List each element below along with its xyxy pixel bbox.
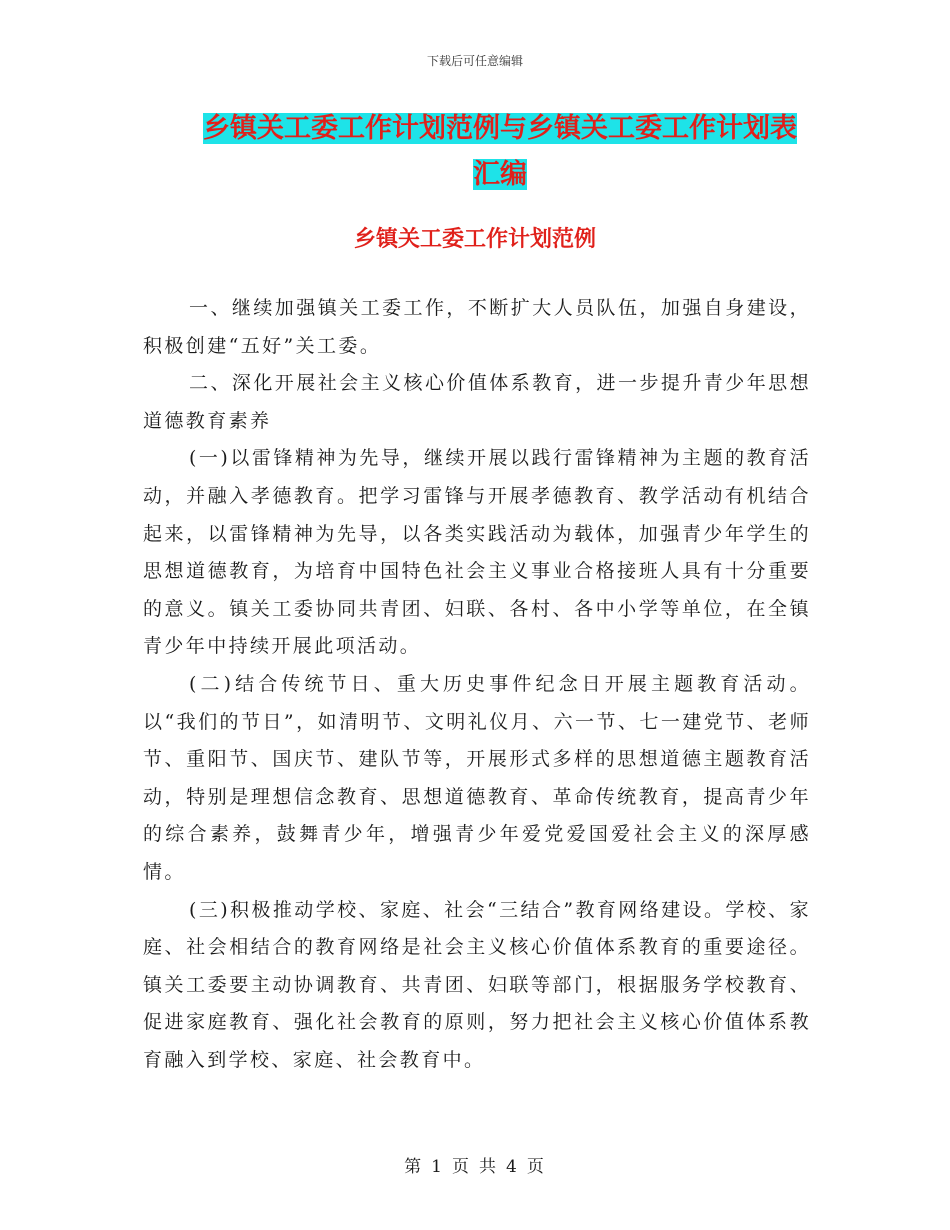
page-number-current: 1 bbox=[431, 1157, 444, 1177]
section-title: 乡镇关工委工作计划范例 bbox=[353, 227, 596, 252]
page-number-total: 4 bbox=[506, 1157, 519, 1177]
paragraph: (三)积极推动学校、家庭、社会“三结合”教育网络建设。学校、家庭、社会相结合的教育网络是社会主义核心价值体系教育的重要途径。镇关工委要主动协调教育、共青团、妇联等部门，根据服务学校教育、促进家庭教育、强化社会教育的原则，努力把社会主义核心价值体系教育融入到学校、家庭、社会教育中。 bbox=[143, 898, 811, 1071]
document-title bbox=[190, 106, 810, 198]
paragraph: (二)结合传统节日、重大历史事件纪念日开展主题教育活动。以“我们的节日”，如清明节、文明礼仪月、六一节、七一建党节、老师节、重阳节、国庆节、建队节等，开展形式多样的思想道德主题教育活动，特别是理想信念教育、思想道德教育、革命传统教育，提高青少年的综合素养，鼓舞青少年，增强青少年爱党爱国爱社会主义的深厚感情。 bbox=[143, 672, 811, 883]
page-label-total-prefix: 共 bbox=[479, 1157, 498, 1177]
page-label-prefix: 第 bbox=[404, 1157, 424, 1177]
page-footer bbox=[0, 1152, 950, 1177]
paragraph: (一)以雷锋精神为先导，继续开展以践行雷锋精神为主题的教育活动，并融入孝德教育。把学习雷锋与开展孝德教育、教学活动有机结合起来，以雷锋精神为先导，以各类实践活动为载体，加强青少年学生的思想道德教育，为培育中国特色社会主义事业合格接班人具有十分重要的意义。镇关工委协同共青团、妇联、各村、各中小学等单位，在全镇青少年中持续开展此项活动。 bbox=[143, 447, 811, 658]
document-body bbox=[143, 290, 811, 1079]
document-title-highlight: 乡镇关工委工作计划范例与乡镇关工委工作计划表汇编 bbox=[203, 113, 797, 190]
paragraph: 一、继续加强镇关工委工作，不断扩大人员队伍，加强自身建设，积极创建“五好”关工委。 bbox=[143, 297, 811, 357]
paragraph: 二、深化开展社会主义核心价值体系教育，进一步提升青少年思想道德教育素养 bbox=[143, 372, 811, 432]
page-label-suffix: 页 bbox=[526, 1157, 546, 1177]
header-note: 下载后可任意编辑 bbox=[426, 54, 523, 68]
page-label-mid: 页 bbox=[452, 1157, 471, 1177]
